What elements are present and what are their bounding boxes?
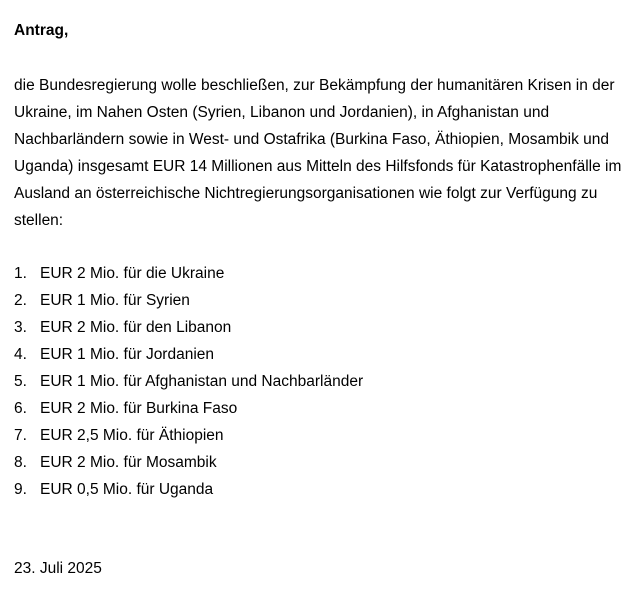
list-item [14,260,363,287]
list-item [14,287,363,314]
paragraph-line: Ausland an österreichische Nichtregierungsorganisationen wie folgt zur Verfügung zu [14,185,598,202]
list-item [14,449,363,476]
list-item-number: 7. [14,427,27,444]
list-item-text: EUR 2 Mio. für Burkina Faso [40,400,238,417]
document-date: 23. Juli 2025 [14,560,102,577]
document-heading: Antrag, [14,22,69,39]
list-item-text: EUR 2 Mio. für den Libanon [40,319,232,336]
list-item-text: EUR 2 Mio. für Mosambik [40,454,217,471]
motion-paragraph [14,72,628,234]
list-item-number: 8. [14,454,27,471]
paragraph-line: Ukraine, im Nahen Osten (Syrien, Libanon und Jordanien), in Afghanistan und [14,104,550,121]
allocation-list [14,260,363,503]
paragraph-line: Uganda) insgesamt EUR 14 Millionen aus Mitteln des Hilfsfonds für Katastrophenfälle im [14,158,622,175]
list-item-number: 1. [14,265,27,282]
list-item-text: EUR 2,5 Mio. für Äthiopien [40,427,224,444]
paragraph-line: Nachbarländern sowie in West- und Ostafrika (Burkina Faso, Äthiopien, Mosambik und [14,131,610,148]
list-item-number: 9. [14,481,27,498]
list-item [14,314,363,341]
list-item [14,476,363,503]
list-item [14,368,363,395]
list-item-text: EUR 2 Mio. für die Ukraine [40,265,225,282]
list-item-text: EUR 1 Mio. für Afghanistan und Nachbarländer [40,373,364,390]
list-item [14,395,363,422]
list-item-number: 2. [14,292,27,309]
paragraph-line: stellen: [14,212,64,229]
list-item-number: 6. [14,400,27,417]
list-item-text: EUR 1 Mio. für Jordanien [40,346,215,363]
list-item-text: EUR 0,5 Mio. für Uganda [40,481,214,498]
list-item [14,341,363,368]
list-item-text: EUR 1 Mio. für Syrien [40,292,190,309]
paragraph-line: die Bundesregierung wolle beschließen, zur Bekämpfung der humanitären Krisen in der [14,77,615,94]
list-item [14,422,363,449]
list-item-number: 4. [14,346,27,363]
list-item-number: 5. [14,373,27,390]
list-item-number: 3. [14,319,27,336]
